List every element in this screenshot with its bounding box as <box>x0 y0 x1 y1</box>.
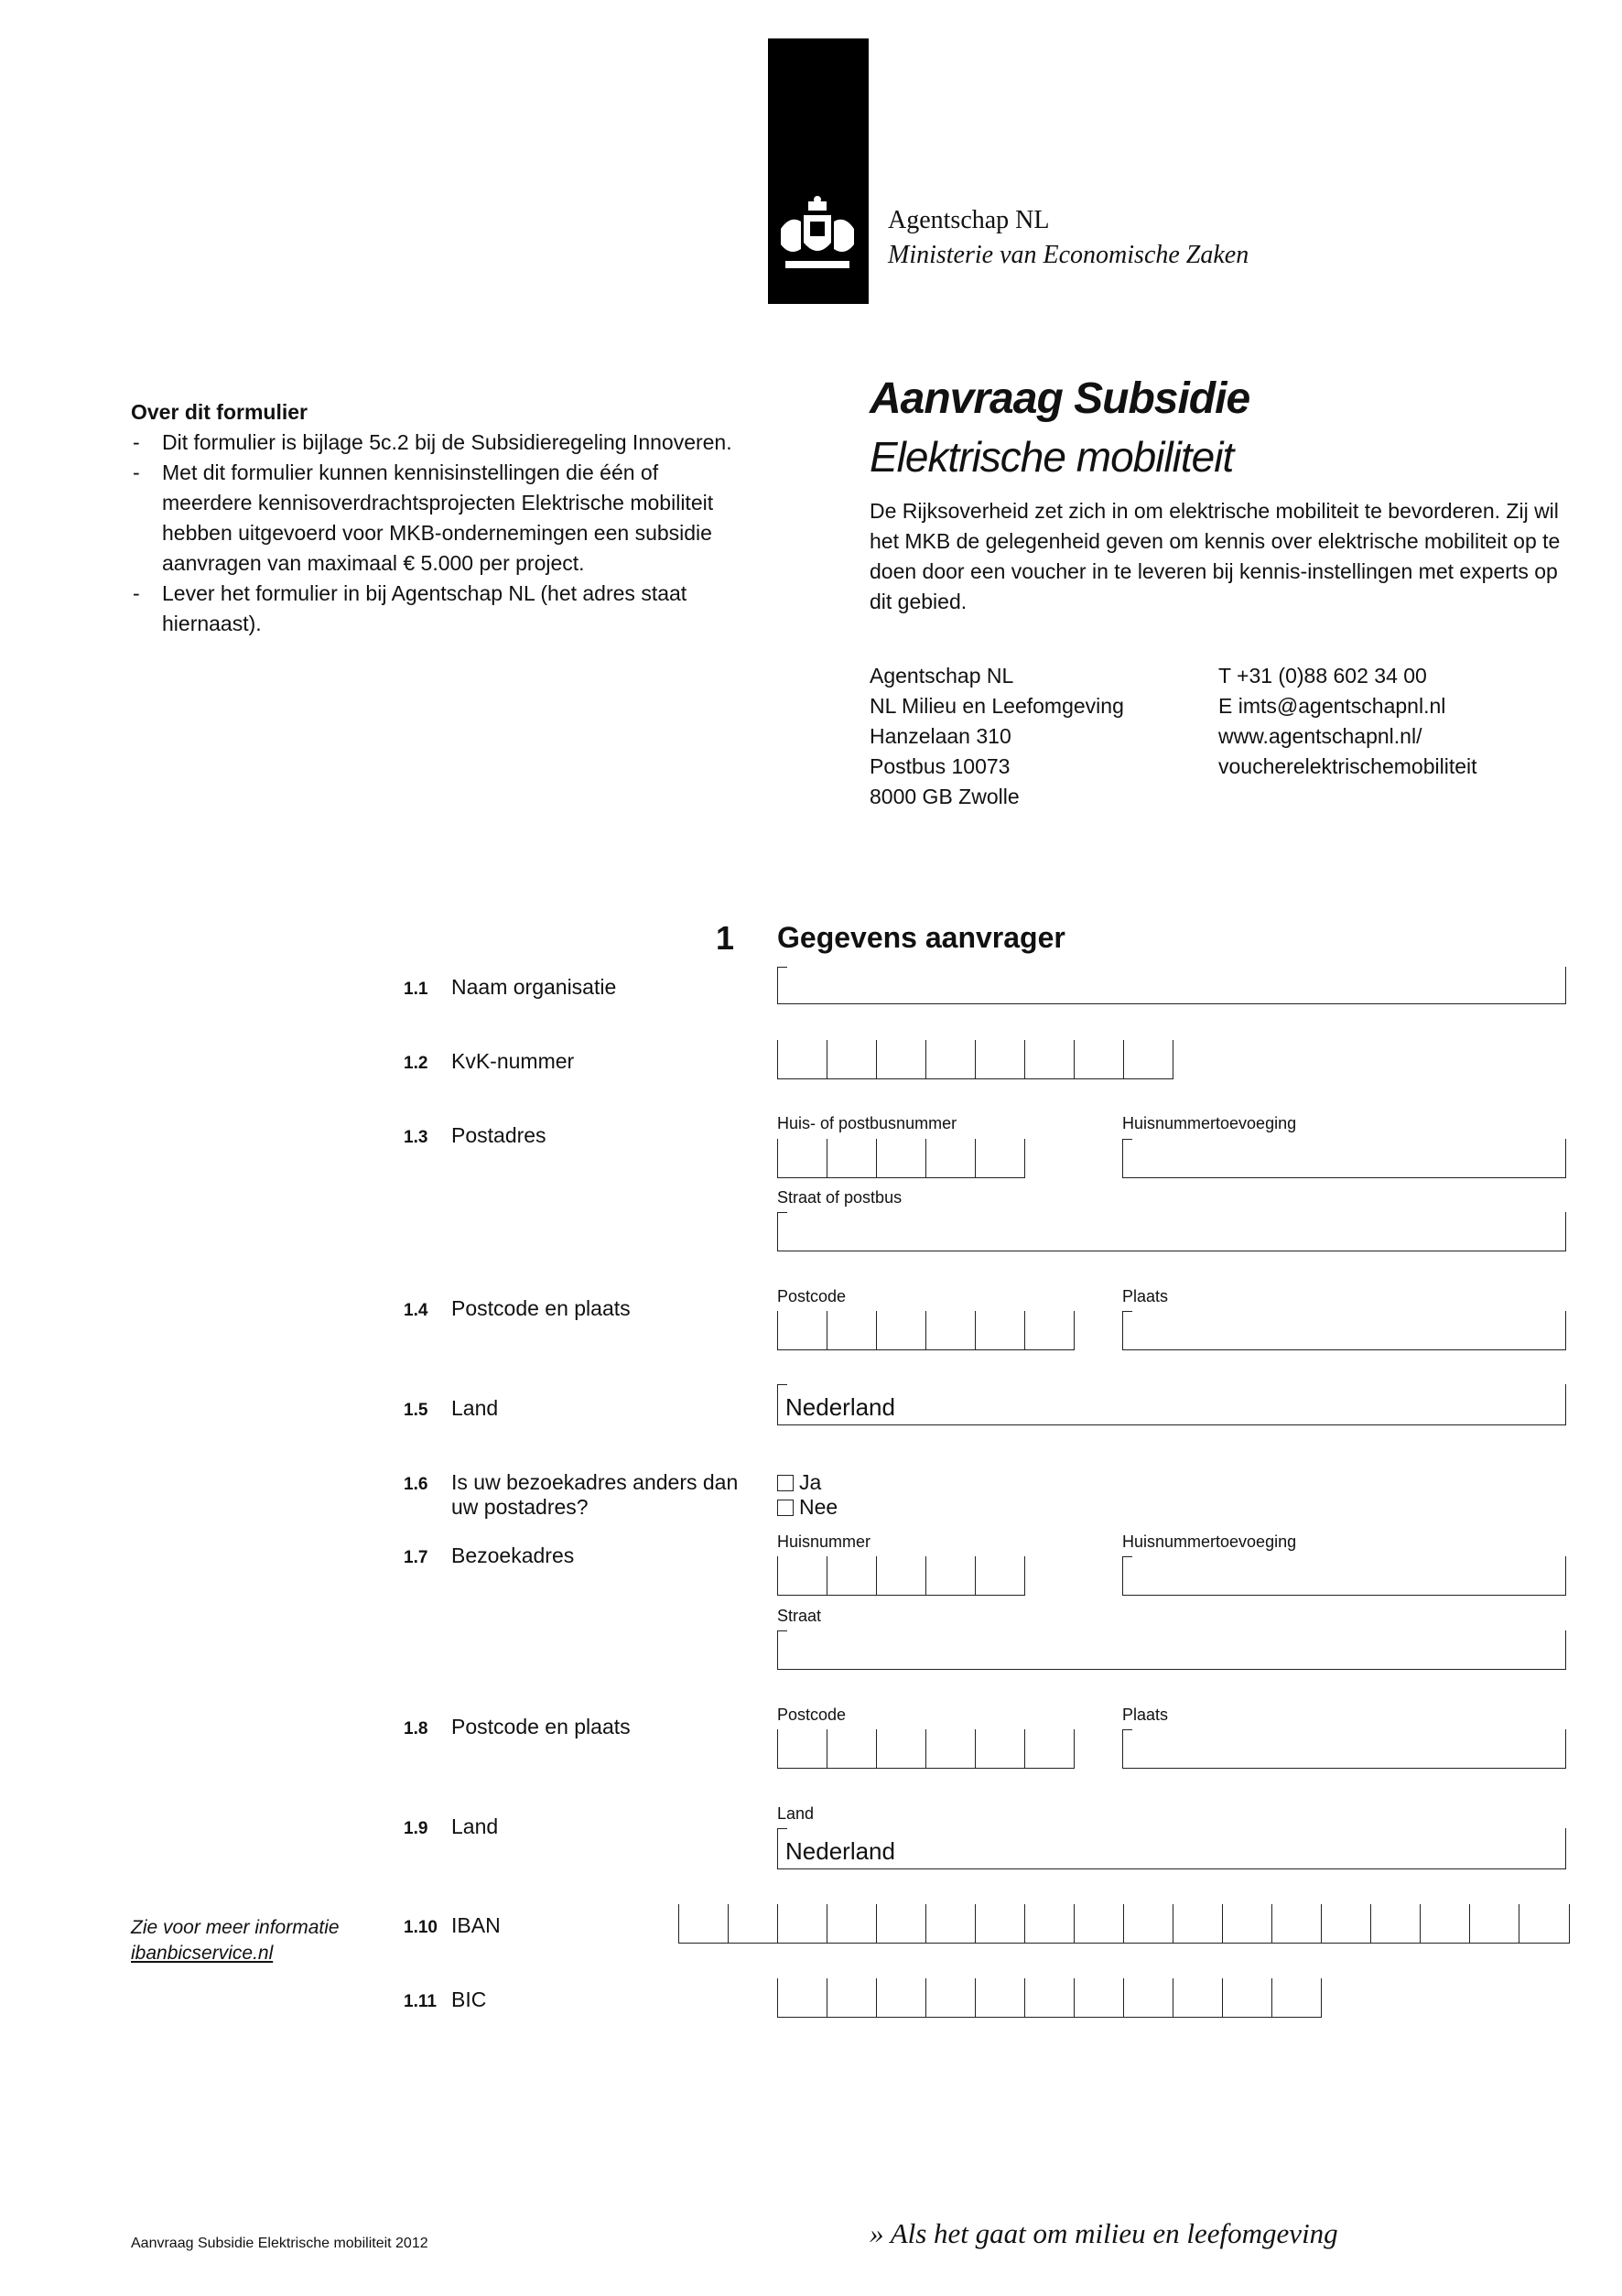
address-line: Agentschap NL <box>870 664 1014 688</box>
question-label-line: Is uw bezoekadres anders dan <box>451 1470 739 1494</box>
visit-house-number-input[interactable] <box>777 1556 1025 1596</box>
section-title: Gegevens aanvrager <box>777 921 1065 954</box>
footer-form-name: Aanvraag Subsidie Elektrische mobiliteit 2012 <box>131 2236 428 2251</box>
address-line: 8000 GB Zwolle <box>870 785 1020 808</box>
country-input[interactable] <box>777 1384 1566 1425</box>
field-label: Postcode <box>777 1706 847 1724</box>
contact-website-path[interactable]: voucherelektrischemobiliteit <box>1218 754 1477 778</box>
contact-phone: T +31 (0)88 602 34 00 <box>1218 664 1427 688</box>
checkbox-icon[interactable] <box>777 1475 794 1491</box>
question-label: Postadres <box>451 1123 546 1147</box>
question-label: Bezoekadres <box>451 1543 575 1567</box>
intro-list <box>131 428 753 639</box>
question-number: 1.4 <box>404 1301 428 1320</box>
intro-item: - Met dit formulier kunnen kennisinstellingen die één of meerdere kennisoverdrachtsprojecten Elektrische mobiliteit hebben uitgevoerd voor MKB-ondernemingen een subsidie aanvragen van maximaal € 5.000 per project. <box>131 458 753 579</box>
postal-address <box>870 661 1124 812</box>
kvk-number-input[interactable] <box>777 1040 1173 1079</box>
question-label <box>451 1470 738 1520</box>
question-label: BIC <box>451 1987 487 2011</box>
address-line: Hanzelaan 310 <box>870 724 1011 748</box>
field-label: Huisnummertoevoeging <box>1122 1532 1297 1551</box>
page-subtitle: Elektrische mobiliteit <box>870 433 1234 481</box>
field-label: Straat of postbus <box>777 1188 903 1207</box>
question-label: Land <box>451 1396 499 1420</box>
visit-house-number-suffix-input[interactable] <box>1122 1556 1566 1596</box>
question-label: Naam organisatie <box>451 975 617 999</box>
side-note <box>131 1915 340 1966</box>
iban-info-link[interactable]: ibanbicservice.nl <box>131 1943 274 1964</box>
postcode-input[interactable] <box>777 1311 1075 1350</box>
page-title: Aanvraag Subsidie <box>870 374 1250 423</box>
street-or-pobox-input[interactable] <box>777 1212 1566 1251</box>
logo-text <box>888 203 1249 273</box>
agency-name: Agentschap NL <box>888 206 1050 234</box>
organisation-name-input[interactable] <box>777 967 1566 1004</box>
question-label: KvK-nummer <box>451 1049 575 1073</box>
field-label: Straat <box>777 1607 822 1625</box>
question-label: Postcode en plaats <box>451 1296 631 1320</box>
iban-input[interactable] <box>678 1904 1570 1944</box>
visit-street-input[interactable] <box>777 1630 1566 1670</box>
option-no[interactable] <box>777 1495 838 1520</box>
ministry-name: Ministerie van Economische Zaken <box>888 241 1249 269</box>
visit-postcode-input[interactable] <box>777 1729 1075 1769</box>
checkbox-icon[interactable] <box>777 1500 794 1516</box>
city-input[interactable] <box>1122 1311 1566 1350</box>
intro-item: - Lever het formulier in bij Agentschap NL (het adres staat hiernaast). <box>131 579 753 639</box>
contact-email[interactable]: E imts@agentschapnl.nl <box>1218 694 1446 718</box>
visit-country-input[interactable] <box>777 1828 1566 1869</box>
side-note-text: Zie voor meer informatie <box>131 1917 340 1938</box>
question-number: 1.3 <box>404 1128 428 1147</box>
intro-item: - Dit formulier is bijlage 5c.2 bij de Subsidieregeling Innoveren. <box>131 428 753 458</box>
form-intro <box>131 397 753 639</box>
house-number-suffix-input[interactable] <box>1122 1139 1566 1178</box>
field-label: Huis- of postbusnummer <box>777 1114 957 1132</box>
field-label: Plaats <box>1122 1287 1169 1305</box>
visit-country-value: Nederland <box>785 1837 895 1865</box>
question-number: 1.9 <box>404 1819 428 1838</box>
question-label: Land <box>451 1814 499 1838</box>
field-label: Plaats <box>1122 1706 1169 1724</box>
intro-heading: Over dit formulier <box>131 400 308 424</box>
question-number: 1.8 <box>404 1719 428 1738</box>
question-number: 1.5 <box>404 1401 428 1420</box>
option-yes[interactable] <box>777 1470 838 1495</box>
crest-icon <box>772 192 863 284</box>
address-line: NL Milieu en Leefomgeving <box>870 694 1124 718</box>
address-line: Postbus 10073 <box>870 754 1011 778</box>
field-label: Huisnummer <box>777 1532 871 1551</box>
question-number: 1.6 <box>404 1475 428 1494</box>
contact-website[interactable]: www.agentschapnl.nl/ <box>1218 724 1422 748</box>
question-label-line: uw postadres? <box>451 1495 589 1519</box>
field-label: Postcode <box>777 1287 847 1305</box>
bic-input[interactable] <box>777 1978 1322 2018</box>
description: De Rijksoverheid zet zich in om elektrische mobiliteit te bevorderen. Zij wil het MKB de gelegenheid geven om kennis over elektrische mobiliteit op te doen door een voucher in te leveren bij kennis-instellingen met experts op dit gebied. <box>870 499 1561 613</box>
option-yes-label: Ja <box>799 1470 822 1494</box>
field-label: Huisnummertoevoeging <box>1122 1114 1297 1132</box>
question-number: 1.1 <box>404 980 428 999</box>
question-number: 1.11 <box>404 1992 437 2011</box>
question-number: 1.7 <box>404 1548 428 1567</box>
question-label: Postcode en plaats <box>451 1715 631 1738</box>
contact-info <box>1218 661 1477 782</box>
question-number: 1.10 <box>404 1918 438 1937</box>
footer-slogan: » Als het gaat om milieu en leefomgeving <box>870 2217 1338 2249</box>
section-number: 1 <box>716 919 735 957</box>
visit-address-different-options <box>777 1470 838 1520</box>
house-number-input[interactable] <box>777 1139 1025 1178</box>
option-no-label: Nee <box>799 1495 838 1519</box>
country-value: Nederland <box>785 1393 895 1421</box>
question-label: IBAN <box>451 1913 501 1937</box>
question-number: 1.2 <box>404 1054 428 1073</box>
visit-city-input[interactable] <box>1122 1729 1566 1769</box>
field-label: Land <box>777 1804 815 1823</box>
